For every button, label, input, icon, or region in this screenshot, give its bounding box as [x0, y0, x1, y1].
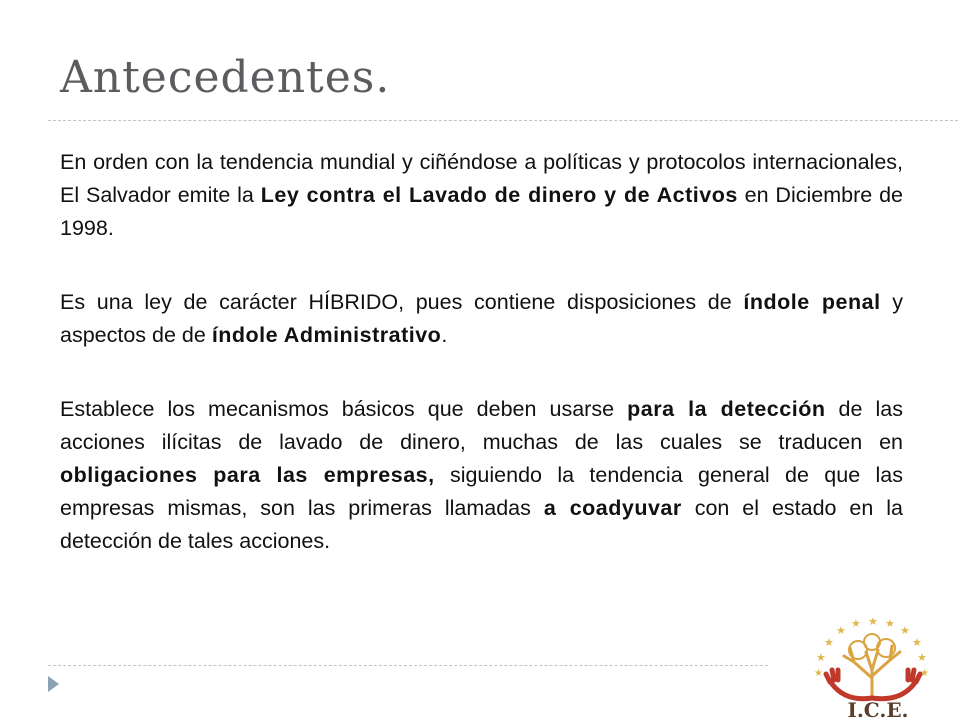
paragraph-3 — [60, 393, 903, 558]
p2-text-3: . — [441, 323, 448, 347]
svg-text:★: ★ — [920, 668, 929, 679]
svg-text:★: ★ — [868, 618, 878, 628]
svg-text:★: ★ — [851, 618, 861, 630]
p3-bold-2: obligaciones para las empresas, — [60, 463, 435, 487]
svg-text:★: ★ — [900, 625, 910, 637]
p1-text-2: en Diciembre de 1998. — [60, 183, 903, 240]
svg-text:★: ★ — [816, 652, 826, 664]
p2-bold-1: índole penal — [743, 290, 881, 314]
p2-text-1: Es una ley de carácter HÍBRIDO, pues contiene disposiciones de — [60, 290, 744, 314]
logo-text: I.C.E. — [847, 698, 909, 720]
svg-text:★: ★ — [814, 668, 823, 679]
p3-text-2: de las acciones ilícitas de lavado de dinero, muchas de las cuales se traducen en — [60, 397, 903, 454]
paragraph-1 — [60, 146, 903, 245]
tree-icon — [844, 634, 900, 696]
p3-text-1: Establece los mecanismos básicos que deben usarse — [60, 397, 628, 421]
svg-text:★: ★ — [917, 652, 927, 664]
p1-bold-1: Ley contra el Lavado de dinero y de Activos — [260, 183, 738, 207]
p2-bold-2: índole Administrativo — [211, 323, 442, 347]
footer-divider — [48, 665, 768, 666]
p3-bold-3: a coadyuvar — [543, 496, 682, 520]
svg-text:★: ★ — [912, 637, 922, 649]
title-divider — [48, 120, 960, 121]
svg-text:★: ★ — [824, 637, 834, 649]
paragraph-2 — [60, 286, 903, 352]
slide-body — [60, 146, 903, 599]
svg-text:★: ★ — [885, 618, 895, 630]
p2-text-2: y aspectos de de — [60, 290, 903, 347]
p1-text-1: En orden con la tendencia mundial y ciñéndose a políticas y protocolos internacionales, El Salvador emite la — [60, 150, 903, 207]
p3-text-3: siguiendo la tendencia general de que las empresas mismas, son las primeras llamadas — [60, 463, 903, 520]
ice-logo — [796, 618, 956, 720]
slide-title: Antecedentes. — [60, 52, 391, 103]
triangle-bullet-icon — [48, 676, 59, 692]
p3-text-4: con el estado en la detección de tales acciones. — [60, 496, 904, 553]
svg-text:★: ★ — [836, 625, 846, 637]
p3-bold-1: para la detección — [627, 397, 826, 421]
